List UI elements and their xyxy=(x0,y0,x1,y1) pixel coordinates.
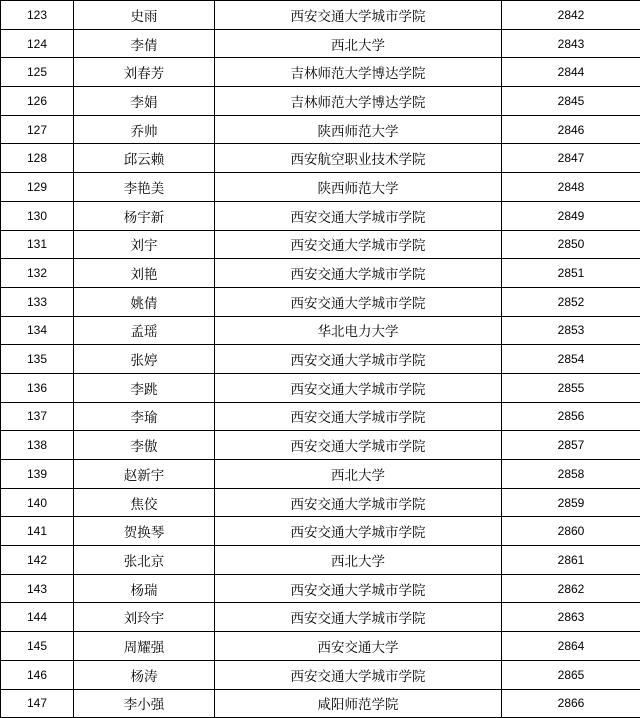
student-name-cell: 周耀强 xyxy=(74,632,215,661)
school-name-cell: 西安航空职业技术学院 xyxy=(215,144,502,173)
row-index-cell: 141 xyxy=(1,517,74,546)
code-number-cell: 2853 xyxy=(502,316,640,345)
table-row xyxy=(1,402,640,431)
code-number-cell: 2843 xyxy=(502,29,640,58)
school-name-cell: 吉林师范大学博达学院 xyxy=(215,87,502,116)
table-row xyxy=(1,173,640,202)
school-name-cell: 西北大学 xyxy=(215,460,502,489)
school-name-cell: 西安交通大学城市学院 xyxy=(215,402,502,431)
code-number-cell: 2864 xyxy=(502,632,640,661)
table-row xyxy=(1,345,640,374)
table-row xyxy=(1,87,640,116)
table-row xyxy=(1,574,640,603)
school-name-cell: 西安交通大学城市学院 xyxy=(215,488,502,517)
row-index-cell: 133 xyxy=(1,287,74,316)
table-row xyxy=(1,460,640,489)
school-name-cell: 陕西师范大学 xyxy=(215,115,502,144)
row-index-cell: 124 xyxy=(1,29,74,58)
student-name-cell: 孟瑶 xyxy=(74,316,215,345)
school-name-cell: 华北电力大学 xyxy=(215,316,502,345)
student-name-cell: 刘玲宇 xyxy=(74,603,215,632)
student-name-cell: 李跳 xyxy=(74,373,215,402)
student-name-cell: 张北京 xyxy=(74,546,215,575)
row-index-cell: 127 xyxy=(1,115,74,144)
code-number-cell: 2855 xyxy=(502,373,640,402)
row-index-cell: 147 xyxy=(1,689,74,718)
code-number-cell: 2860 xyxy=(502,517,640,546)
school-name-cell: 西安交通大学城市学院 xyxy=(215,431,502,460)
code-number-cell: 2849 xyxy=(502,201,640,230)
school-name-cell: 西安交通大学城市学院 xyxy=(215,201,502,230)
table-row xyxy=(1,287,640,316)
school-name-cell: 西安交通大学城市学院 xyxy=(215,287,502,316)
student-name-cell: 贺换琴 xyxy=(74,517,215,546)
code-number-cell: 2845 xyxy=(502,87,640,116)
roster-table-body xyxy=(1,1,640,718)
code-number-cell: 2852 xyxy=(502,287,640,316)
row-index-cell: 132 xyxy=(1,259,74,288)
code-number-cell: 2844 xyxy=(502,58,640,87)
code-number-cell: 2851 xyxy=(502,259,640,288)
student-name-cell: 杨涛 xyxy=(74,660,215,689)
row-index-cell: 135 xyxy=(1,345,74,374)
student-name-cell: 刘宇 xyxy=(74,230,215,259)
row-index-cell: 140 xyxy=(1,488,74,517)
student-name-cell: 焦佼 xyxy=(74,488,215,517)
code-number-cell: 2850 xyxy=(502,230,640,259)
row-index-cell: 125 xyxy=(1,58,74,87)
table-row xyxy=(1,603,640,632)
student-name-cell: 李傲 xyxy=(74,431,215,460)
table-row xyxy=(1,431,640,460)
row-index-cell: 123 xyxy=(1,1,74,30)
table-row xyxy=(1,316,640,345)
student-name-cell: 邱云赖 xyxy=(74,144,215,173)
school-name-cell: 西安交通大学城市学院 xyxy=(215,259,502,288)
row-index-cell: 139 xyxy=(1,460,74,489)
table-row xyxy=(1,58,640,87)
student-name-cell: 杨宇新 xyxy=(74,201,215,230)
student-name-cell: 李倩 xyxy=(74,29,215,58)
code-number-cell: 2861 xyxy=(502,546,640,575)
student-name-cell: 李瑜 xyxy=(74,402,215,431)
code-number-cell: 2858 xyxy=(502,460,640,489)
row-index-cell: 142 xyxy=(1,546,74,575)
school-name-cell: 吉林师范大学博达学院 xyxy=(215,58,502,87)
table-row xyxy=(1,144,640,173)
student-name-cell: 史雨 xyxy=(74,1,215,30)
table-row xyxy=(1,230,640,259)
code-number-cell: 2842 xyxy=(502,1,640,30)
student-name-cell: 赵新宇 xyxy=(74,460,215,489)
table-row xyxy=(1,201,640,230)
school-name-cell: 西安交通大学城市学院 xyxy=(215,1,502,30)
student-name-cell: 张婷 xyxy=(74,345,215,374)
school-name-cell: 西北大学 xyxy=(215,29,502,58)
table-row xyxy=(1,1,640,30)
row-index-cell: 138 xyxy=(1,431,74,460)
row-index-cell: 137 xyxy=(1,402,74,431)
code-number-cell: 2863 xyxy=(502,603,640,632)
row-index-cell: 130 xyxy=(1,201,74,230)
student-name-cell: 乔帅 xyxy=(74,115,215,144)
code-number-cell: 2848 xyxy=(502,173,640,202)
table-row xyxy=(1,373,640,402)
table-row xyxy=(1,689,640,718)
school-name-cell: 西安交通大学城市学院 xyxy=(215,345,502,374)
table-row xyxy=(1,29,640,58)
code-number-cell: 2854 xyxy=(502,345,640,374)
school-name-cell: 西安交通大学城市学院 xyxy=(215,660,502,689)
row-index-cell: 146 xyxy=(1,660,74,689)
row-index-cell: 126 xyxy=(1,87,74,116)
row-index-cell: 128 xyxy=(1,144,74,173)
school-name-cell: 西安交通大学城市学院 xyxy=(215,603,502,632)
school-name-cell: 西安交通大学城市学院 xyxy=(215,373,502,402)
school-name-cell: 咸阳师范学院 xyxy=(215,689,502,718)
table-row xyxy=(1,115,640,144)
row-index-cell: 129 xyxy=(1,173,74,202)
school-name-cell: 西安交通大学城市学院 xyxy=(215,574,502,603)
student-name-cell: 姚倩 xyxy=(74,287,215,316)
row-index-cell: 134 xyxy=(1,316,74,345)
row-index-cell: 131 xyxy=(1,230,74,259)
code-number-cell: 2859 xyxy=(502,488,640,517)
school-name-cell: 西安交通大学 xyxy=(215,632,502,661)
code-number-cell: 2865 xyxy=(502,660,640,689)
school-name-cell: 陕西师范大学 xyxy=(215,173,502,202)
student-name-cell: 李艳美 xyxy=(74,173,215,202)
code-number-cell: 2857 xyxy=(502,431,640,460)
code-number-cell: 2866 xyxy=(502,689,640,718)
code-number-cell: 2856 xyxy=(502,402,640,431)
school-name-cell: 西北大学 xyxy=(215,546,502,575)
code-number-cell: 2847 xyxy=(502,144,640,173)
row-index-cell: 143 xyxy=(1,574,74,603)
student-name-cell: 杨瑞 xyxy=(74,574,215,603)
row-index-cell: 136 xyxy=(1,373,74,402)
school-name-cell: 西安交通大学城市学院 xyxy=(215,230,502,259)
student-name-cell: 刘春芳 xyxy=(74,58,215,87)
table-row xyxy=(1,517,640,546)
table-row xyxy=(1,488,640,517)
table-row xyxy=(1,632,640,661)
school-name-cell: 西安交通大学城市学院 xyxy=(215,517,502,546)
code-number-cell: 2862 xyxy=(502,574,640,603)
student-name-cell: 李娟 xyxy=(74,87,215,116)
table-row xyxy=(1,259,640,288)
row-index-cell: 145 xyxy=(1,632,74,661)
table-row xyxy=(1,546,640,575)
table-row xyxy=(1,660,640,689)
code-number-cell: 2846 xyxy=(502,115,640,144)
student-name-cell: 李小强 xyxy=(74,689,215,718)
student-name-cell: 刘艳 xyxy=(74,259,215,288)
row-index-cell: 144 xyxy=(1,603,74,632)
